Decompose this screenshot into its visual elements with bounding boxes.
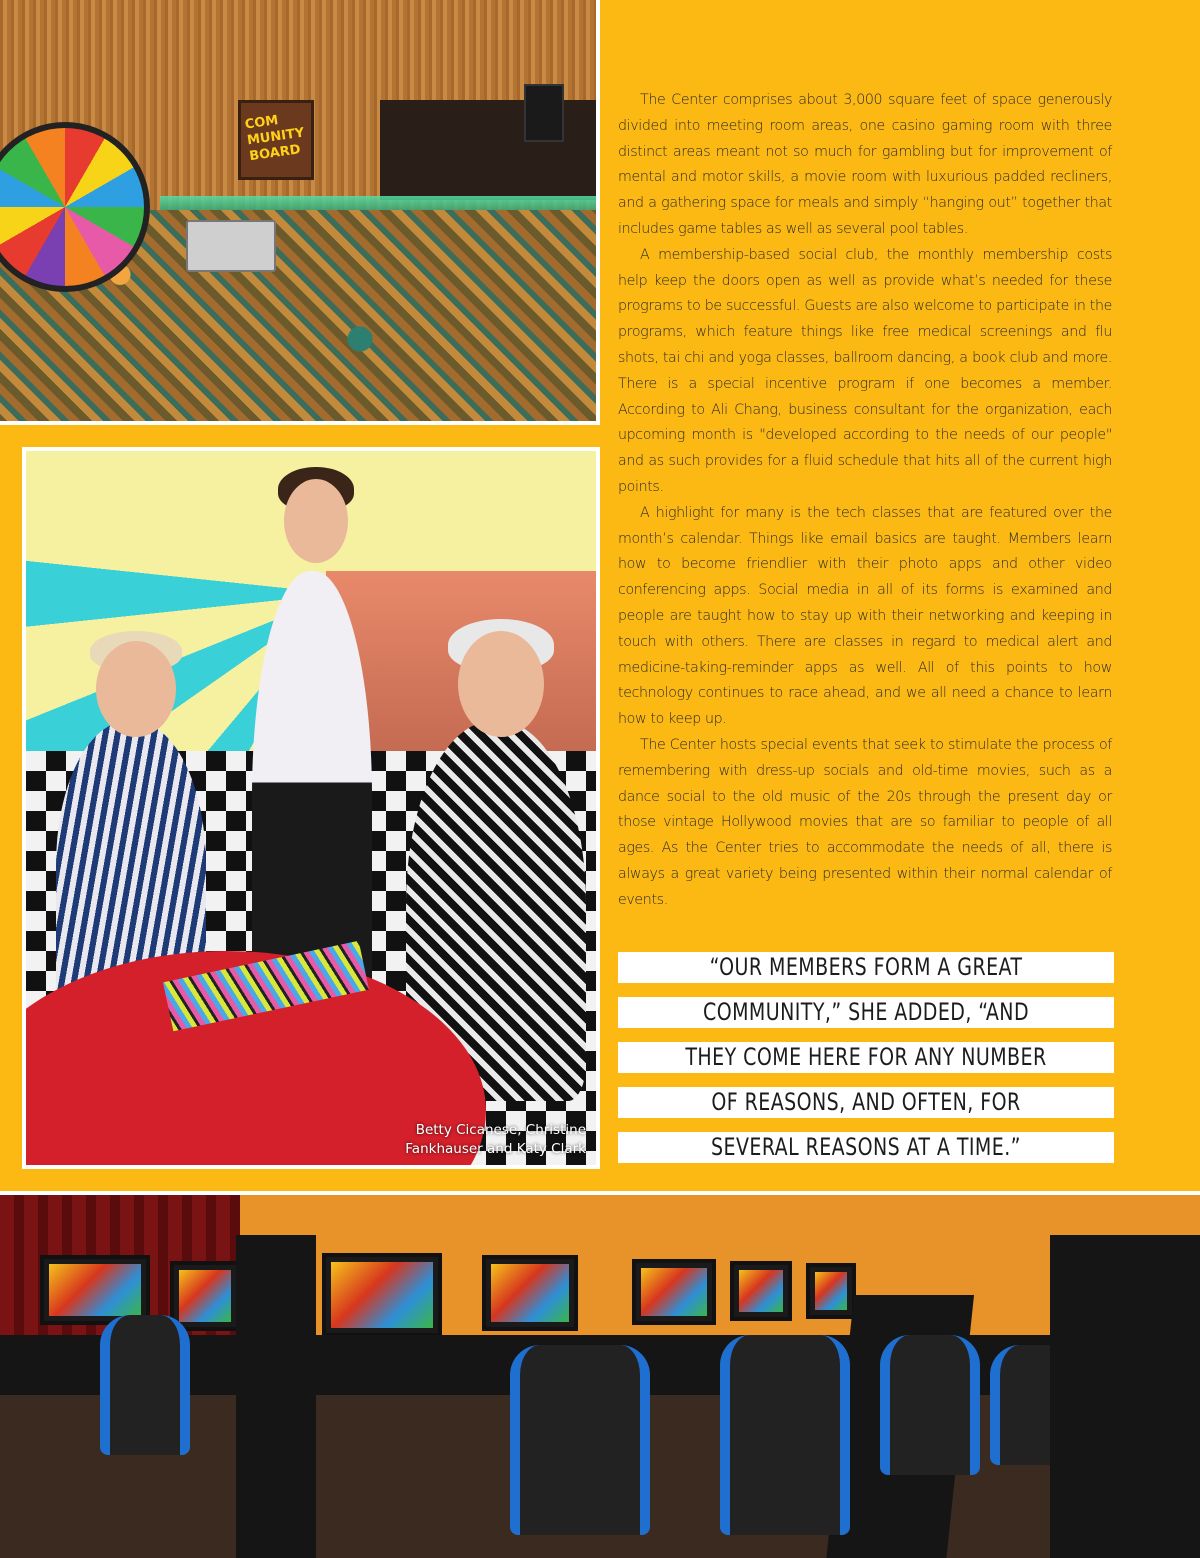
community-board-text: COM MUNITY BOARD	[243, 113, 306, 165]
article-paragraph: The Center hosts special events that seek to stimulate the process of remembering with dress-up socials and old-time movies, such as a dance social to the old music of the 20s through the present day or those vintage Hollywood movies that are so familiar to people of all ages. As the Center tries to accommodate the needs of all, there is always a great variety being presented within their normal calendar of events.	[618, 736, 1112, 908]
pull-quote-line: SEVERAL REASONS AT A TIME.”	[711, 1133, 1021, 1161]
article-body	[618, 88, 1112, 914]
caption-line-1: Betty Cicanese, Christine	[415, 1122, 586, 1138]
gaming-chair	[880, 1335, 980, 1475]
article-paragraph: A membership-based social club, the monthly membership costs help keep the doors open as well as provide what’s needed for these programs to be successful. Guests are also welcome to participate in the programs, which feature things like free medical screenings and flu shots, tai chi and yoga classes, ballroom dancing, a book club and more. There is a special incentive program if one becomes a member. According to Ali Chang, business consultant for the organization, each upcoming month is "developed according to the needs of our people" and as such provides for a fluid schedule that hits all of the current high points.	[618, 246, 1112, 495]
machine-cabinet	[236, 1235, 316, 1558]
wall-tv	[524, 84, 564, 142]
face-right	[458, 631, 544, 737]
community-board	[238, 100, 314, 180]
pull-quote-line: COMMUNITY,” SHE ADDED, “AND	[702, 998, 1030, 1026]
gaming-chair	[100, 1315, 190, 1455]
pull-quote-bar	[618, 997, 1114, 1028]
photo-caption	[366, 1121, 586, 1159]
members-photo	[22, 447, 600, 1169]
game-screen	[730, 1261, 792, 1321]
gaming-chair	[510, 1345, 650, 1535]
gaming-chair	[720, 1335, 850, 1535]
caption-line-2: Fankhauser and Katy Clark	[405, 1141, 586, 1157]
pull-quote-line: THEY COME HERE FOR ANY NUMBER	[685, 1043, 1047, 1071]
game-screen	[482, 1255, 578, 1331]
article-paragraph: A highlight for many is the tech classes that are featured over the month’s calendar. Things like email basics are taught. Members learn how to become friendlier with their photo apps and other video conferencing apps. Social media in all of its forms is examined and people are taught how to stay up with their networking and keeping in touch with others. There are classes in regard to medical alert and medicine-taking-reminder apps as well. All of this points to how technology continues to race ahead, and we all need a chance to learn how to keep up.	[618, 504, 1112, 728]
pull-quote-bar	[618, 1042, 1114, 1073]
pull-quote-bar	[618, 952, 1114, 983]
pull-quote-bar	[618, 1087, 1114, 1118]
pull-quote-line: “OUR MEMBERS FORM A GREAT	[709, 953, 1023, 981]
community-room-photo	[0, 0, 600, 425]
face-left	[96, 641, 176, 737]
pull-quote	[618, 952, 1114, 1177]
gaming-room-photo	[0, 1191, 1200, 1558]
pull-quote-bar	[618, 1132, 1114, 1163]
game-screen	[632, 1259, 716, 1325]
game-screen	[322, 1253, 442, 1337]
microwave	[186, 220, 276, 272]
game-screen	[806, 1263, 856, 1319]
pull-quote-line: OF REASONS, AND OFTEN, FOR	[711, 1088, 1021, 1116]
game-screen	[170, 1261, 240, 1331]
machine-cabinet	[1050, 1235, 1200, 1558]
back-wall	[380, 100, 600, 200]
face-standing	[284, 479, 348, 563]
article-paragraph: The Center comprises about 3,000 square feet of space generously divided into meeting room areas, one casino gaming room with three distinct areas meant not so much for gambling but for improvement of mental and motor skills, a movie room with luxurious padded recliners, and a gathering space for meals and simply “hanging out” together that includes game tables as well as several pool tables.	[618, 92, 1112, 237]
